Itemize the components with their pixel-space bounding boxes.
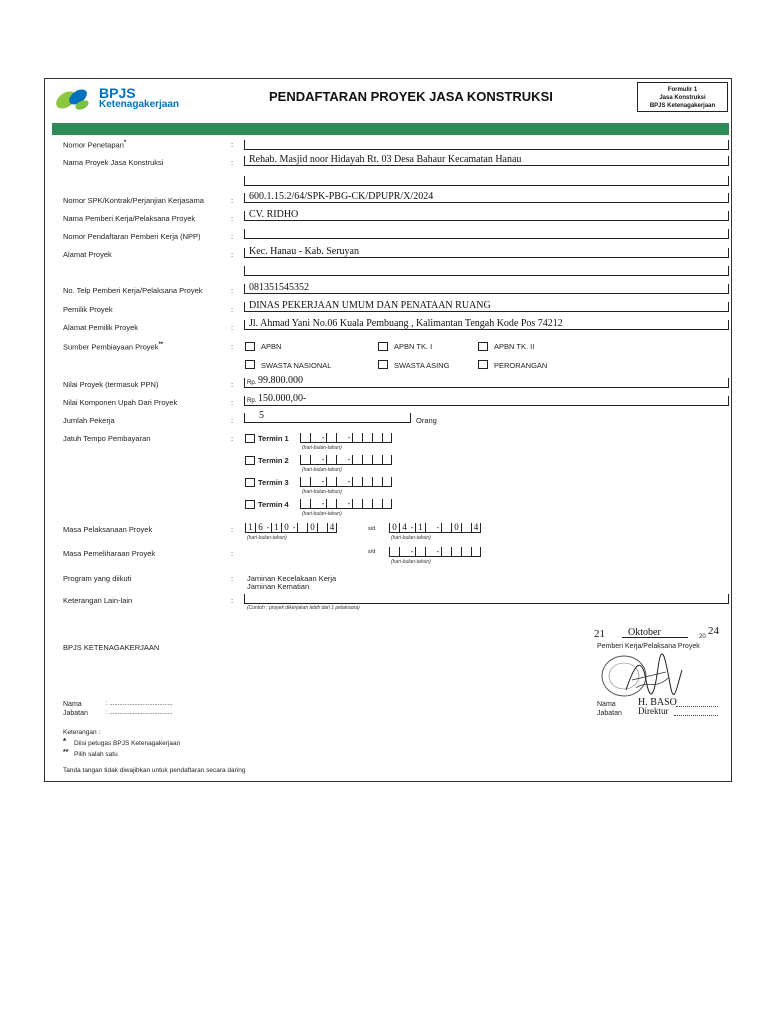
- label-npp: Nomor Pendaftaran Pemberi Kerja (NPP): [63, 232, 201, 241]
- option-label: APBN TK. I: [394, 342, 433, 351]
- pemilik-field[interactable]: [244, 302, 729, 312]
- telp-value: 081351545352: [249, 282, 309, 293]
- bpjs-sign-title: BPJS KETENAGAKERJAAN: [63, 643, 160, 652]
- nilai-proyek-field[interactable]: Rp. 99.800.000: [244, 378, 729, 388]
- date-year-suffix: 24: [708, 625, 719, 637]
- termin-label: Termin 1: [258, 434, 289, 443]
- label-keterangan: Keterangan Lain-lain: [63, 596, 133, 605]
- option-label: PERORANGAN: [494, 361, 548, 370]
- page-title: PENDAFTARAN PROYEK JASA KONSTRUKSI: [269, 89, 553, 104]
- unit-orang: Orang: [416, 416, 437, 425]
- date-hint: (hari-bulan-tahun): [302, 445, 342, 451]
- footer-note: Tanda tangan tidak diwajibkan untuk pendaftaran secara daring: [63, 767, 246, 774]
- label-jatuh-tempo: Jatuh Tempo Pembayaran: [63, 434, 151, 443]
- keterangan-hint: (Contoh : proyek dikerjakan lebih dari 1 pelaksana): [247, 605, 360, 611]
- nama-proyek-field[interactable]: [244, 156, 729, 166]
- header-band: [52, 123, 729, 135]
- checkbox-termin-2[interactable]: [245, 456, 255, 465]
- jumlah-pekerja-field[interactable]: [244, 410, 411, 423]
- date-month: Oktober: [628, 627, 661, 638]
- label-masa-pemeliharaan: Masa Pemeliharaan Proyek: [63, 549, 156, 558]
- checkbox-apbn-tk1[interactable]: [378, 342, 388, 351]
- label-nilai-upah: Nilai Komponen Upah Dari Proyek: [63, 398, 178, 407]
- note-mark: **: [63, 749, 69, 756]
- termin-label: Termin 4: [258, 500, 289, 509]
- pemberi-kerja-value: CV. RIDHO: [249, 209, 299, 220]
- nama-proyek-value: Rehab. Masjid noor Hidayah Rt. 03 Desa Bahaur Kecamatan Hanau: [249, 154, 522, 165]
- left-nama-label: Nama: [63, 701, 82, 708]
- label-program: Program yang diikuti: [63, 574, 132, 583]
- termin-3-date[interactable]: - -: [300, 477, 392, 487]
- label-nomor-penetapan: Nomor Penetapan*: [63, 140, 127, 150]
- alamat-pemilik-value: Jl. Ahmad Yani No.06 Kuala Pembuang , Kalimantan Tengah Kode Pos 74212: [249, 318, 563, 329]
- option-label: APBN: [261, 342, 282, 351]
- label-nilai-proyek: Nilai Proyek (termasuk PPN): [63, 380, 159, 389]
- right-jabatan-dots: [674, 715, 718, 716]
- label-pemberi-kerja: Nama Pemberi Kerja/Pelaksana Proyek: [63, 214, 196, 223]
- checkbox-termin-1[interactable]: [245, 434, 255, 443]
- label-jumlah-pekerja: Jumlah Pekerja: [63, 416, 115, 425]
- termin-label: Termin 3: [258, 478, 289, 487]
- date-day: 21: [594, 628, 605, 640]
- alamat-proyek-field-2[interactable]: [244, 266, 729, 276]
- label-telp: No. Telp Pemberi Kerja/Pelaksana Proyek: [63, 286, 203, 295]
- checkbox-termin-3[interactable]: [245, 478, 255, 487]
- nilai-upah-field[interactable]: Rp. 150.000,00-: [244, 396, 729, 406]
- jumlah-pekerja-value: 5: [259, 410, 264, 421]
- label-alamat-pemilik: Alamat Pemilik Proyek: [63, 323, 139, 332]
- alamat-proyek-value: Kec. Hanau - Kab. Seruyan: [249, 246, 359, 257]
- stamp-signature-icon: [596, 650, 686, 702]
- checkbox-swasta-nasional[interactable]: [245, 360, 255, 369]
- program-item: Jaminan Kematian: [247, 582, 310, 591]
- pemberi-kerja-field[interactable]: [244, 211, 729, 221]
- sd-label: s/d: [368, 549, 376, 555]
- termin-1-date[interactable]: - -: [300, 433, 392, 443]
- alamat-pemilik-field[interactable]: [244, 320, 729, 330]
- left-nama-dots: : ......................................: [106, 701, 173, 707]
- pemberi-sign-title: Pemberi Kerja/Pelaksana Proyek: [597, 643, 700, 650]
- sd-label: s/d: [368, 526, 376, 532]
- date-hint: (hari-bulan-tahun): [247, 535, 287, 541]
- checkbox-termin-4[interactable]: [245, 500, 255, 509]
- npp-field[interactable]: [244, 229, 729, 239]
- nama-proyek-field-2[interactable]: [244, 176, 729, 186]
- checkbox-swasta-asing[interactable]: [378, 360, 388, 369]
- label-nama-proyek: Nama Proyek Jasa Konstruksi: [63, 158, 164, 167]
- option-label: APBN TK. II: [494, 342, 535, 351]
- right-jabatan-value: Direktur: [638, 706, 669, 716]
- label-masa-pelaksanaan: Masa Pelaksanaan Proyek: [63, 525, 153, 534]
- label-pemilik: Pemilik Proyek: [63, 305, 113, 314]
- right-nama-dots: [676, 706, 718, 707]
- note-1: Diisi petugas BPJS Ketenagakerjaan: [74, 740, 181, 747]
- termin-4-date[interactable]: - -: [300, 499, 392, 509]
- date-hint: (hari-bulan-tahun): [391, 535, 431, 541]
- right-nama-value: H. BASO: [638, 697, 677, 708]
- note-2: Pilih salah satu: [74, 751, 118, 758]
- form-code-line: BPJS Ketenagakerjaan: [649, 103, 716, 109]
- date-year-prefix: 20: [699, 634, 706, 640]
- termin-2-date[interactable]: - -: [300, 455, 392, 465]
- logo-name: BPJS: [99, 85, 136, 101]
- label-alamat-proyek: Alamat Proyek: [63, 250, 112, 259]
- right-jabatan-label: Jabatan: [597, 710, 622, 717]
- alamat-proyek-field[interactable]: [244, 248, 729, 258]
- date-hint: (hari-bulan-tahun): [302, 489, 342, 495]
- masa-pemeliharaan-end[interactable]: - -: [389, 547, 481, 557]
- telp-field[interactable]: [244, 284, 729, 294]
- masa-pelaksanaan-end[interactable]: 0 4 - 1 - 0 4: [389, 523, 481, 533]
- label-nomor-spk: Nomor SPK/Kontrak/Perjanjian Kerjasama: [63, 196, 204, 205]
- left-jabatan-dots: : ......................................: [106, 710, 173, 716]
- masa-pelaksanaan-start[interactable]: 1 6 - 1 0 - 0 4: [245, 523, 337, 533]
- date-hint: (hari-bulan-tahun): [391, 559, 431, 565]
- checkbox-apbn[interactable]: [245, 342, 255, 351]
- note-mark: *: [63, 737, 67, 746]
- form-code-line: Formulir 1: [667, 87, 698, 93]
- left-jabatan-label: Jabatan: [63, 710, 88, 717]
- option-label: SWASTA ASING: [394, 361, 450, 370]
- nilai-upah-value: 150.000,00-: [258, 393, 307, 404]
- nomor-spk-field[interactable]: [244, 193, 729, 203]
- termin-label: Termin 2: [258, 456, 289, 465]
- label-sumber: Sumber Pembiayaan Proyek**: [63, 342, 164, 352]
- pemilik-value: DINAS PEKERJAAN UMUM DAN PENATAAN RUANG: [249, 300, 491, 311]
- checkbox-apbn-tk2[interactable]: [478, 342, 488, 351]
- checkbox-perorangan[interactable]: [478, 360, 488, 369]
- form-code-box: [637, 82, 728, 112]
- nomor-spk-value: 600.1.15.2/64/SPK-PBG-CK/DPUPR/X/2024: [249, 191, 434, 202]
- program-item: Jaminan Kecelakaan Kerja: [247, 574, 337, 583]
- keterangan-field[interactable]: [244, 594, 729, 604]
- date-hint: (hari-bulan-tahun): [302, 511, 342, 517]
- form-code-line: Jasa Konstruksi: [659, 95, 706, 101]
- notes-title: Keterangan :: [63, 729, 101, 736]
- option-label: SWASTA NASIONAL: [261, 361, 332, 370]
- bpjs-logo-icon: [52, 83, 98, 113]
- logo-sub: Ketenagakerjaan: [99, 99, 180, 110]
- nilai-proyek-value: 99.800.000: [258, 375, 303, 386]
- right-nama-label: Nama: [597, 701, 616, 708]
- date-hint: (hari-bulan-tahun): [302, 467, 342, 473]
- nomor-penetapan-field[interactable]: [244, 140, 729, 150]
